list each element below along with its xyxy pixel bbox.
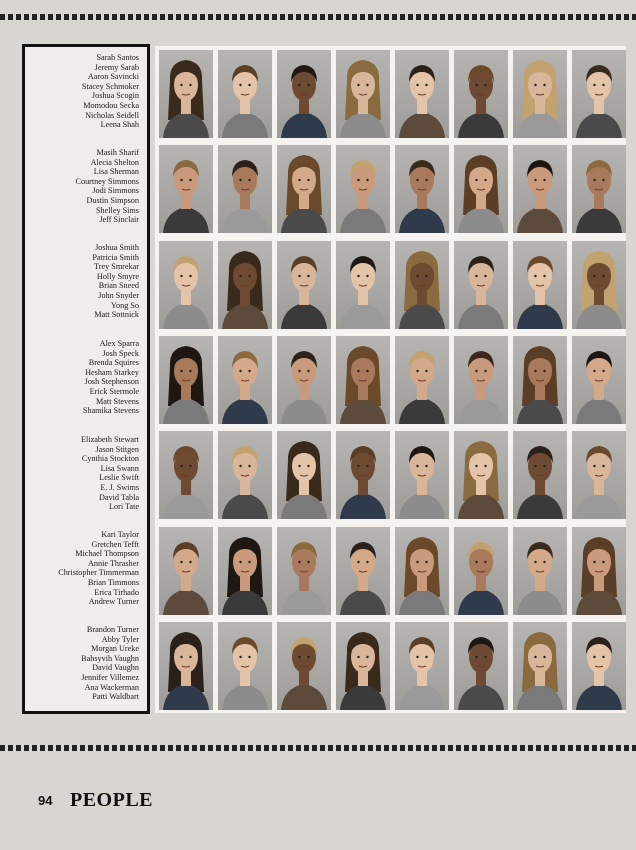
student-name: Sarah Santos <box>96 53 139 62</box>
student-portrait <box>336 241 390 329</box>
student-name: Patti Waldbart <box>92 692 139 702</box>
student-portrait <box>277 527 331 615</box>
student-name: Jeremy Sarab <box>94 62 139 72</box>
student-name: Bahsyvih Vaughn <box>81 653 139 663</box>
names-panel <box>22 44 150 714</box>
student-portrait <box>454 145 508 233</box>
student-portrait <box>395 336 449 424</box>
student-portrait <box>277 336 331 424</box>
name-group <box>81 435 139 512</box>
name-group <box>82 53 139 130</box>
student-name: Nicholas Seidell <box>85 110 139 120</box>
student-name: Yong So <box>110 300 139 310</box>
student-name: Jeff Sinclair <box>99 215 139 225</box>
student-portrait <box>336 431 390 519</box>
student-name: Masih Sharif <box>96 148 139 157</box>
student-name: Morgan Ureke <box>91 644 139 654</box>
student-portrait <box>572 622 626 710</box>
student-portrait <box>277 241 331 329</box>
student-name: David Vaughn <box>92 663 139 673</box>
student-portrait <box>159 145 213 233</box>
student-name: Christopher Timmerman <box>58 568 139 578</box>
student-portrait <box>395 145 449 233</box>
student-name: Matt Stevens <box>96 396 139 406</box>
student-name: Brian Sneed <box>98 281 139 291</box>
student-name: Erick Stermole <box>89 386 139 396</box>
student-portrait <box>395 622 449 710</box>
student-name: Lisa Sherman <box>93 167 139 177</box>
student-portrait <box>277 431 331 519</box>
top-dashed-rule <box>0 14 636 20</box>
student-portrait <box>159 431 213 519</box>
name-group <box>81 625 139 702</box>
student-portrait <box>572 527 626 615</box>
section-title: PEOPLE <box>70 789 154 811</box>
student-name: Courtney Simmons <box>75 176 139 186</box>
student-portrait <box>395 241 449 329</box>
student-name: Matt Sottnick <box>94 310 139 320</box>
student-portrait <box>336 336 390 424</box>
student-portrait <box>218 622 272 710</box>
student-name: Shamika Stevens <box>82 406 139 416</box>
student-name: Kari Taylor <box>101 530 139 539</box>
student-name: Erica Tirhado <box>94 587 139 597</box>
student-name: Josh Stephenson <box>84 377 139 387</box>
student-name: Leena Shah <box>100 120 139 130</box>
student-portrait <box>336 622 390 710</box>
student-name: Ana Wackerman <box>84 682 139 692</box>
student-portrait <box>572 145 626 233</box>
student-portrait <box>218 527 272 615</box>
student-portrait <box>454 241 508 329</box>
student-portrait <box>218 241 272 329</box>
name-group <box>92 243 139 320</box>
name-group <box>83 339 139 416</box>
student-portrait <box>218 50 272 138</box>
student-portrait <box>336 527 390 615</box>
student-portrait <box>513 527 567 615</box>
student-name: Jodi Simmons <box>92 186 139 196</box>
student-portrait <box>513 431 567 519</box>
student-name: Joshua Smith <box>95 243 139 252</box>
student-portrait <box>218 145 272 233</box>
student-portrait <box>218 336 272 424</box>
student-name: Hesham Starkey <box>85 367 139 377</box>
student-name: Lisa Swann <box>100 463 139 473</box>
student-name: E. J. Swims <box>100 482 139 492</box>
student-name: Brian Timmons <box>87 577 139 587</box>
student-portrait <box>395 50 449 138</box>
student-portrait <box>572 241 626 329</box>
student-name: Annie Thrasher <box>87 558 139 568</box>
student-portrait <box>159 336 213 424</box>
page-number: 94 <box>38 793 53 808</box>
student-portrait <box>454 622 508 710</box>
student-name: Holly Smyre <box>96 271 139 281</box>
student-name: Brenda Squires <box>88 358 139 368</box>
student-portrait <box>513 241 567 329</box>
student-name: Abby Tyler <box>101 634 139 644</box>
student-name: Alex Sparra <box>99 339 139 348</box>
student-portrait <box>513 50 567 138</box>
student-name: Dustin Simpson <box>86 195 139 205</box>
student-name: Alecia Shelton <box>90 157 139 167</box>
student-portrait <box>159 241 213 329</box>
student-portrait <box>572 336 626 424</box>
student-name: Andrew Turner <box>88 597 139 607</box>
student-name: Momodou Secka <box>83 100 139 110</box>
student-name: David Tabla <box>99 492 139 502</box>
student-portrait <box>395 527 449 615</box>
student-portrait <box>513 622 567 710</box>
student-portrait <box>277 50 331 138</box>
student-name: Aaron Savincki <box>87 72 139 82</box>
student-name: John Snyder <box>98 290 139 300</box>
name-group <box>58 530 139 607</box>
student-name: Gretchen Tefft <box>91 539 139 549</box>
name-group <box>76 148 139 225</box>
student-name: Shelley Sims <box>96 205 139 215</box>
student-portrait <box>336 145 390 233</box>
student-name: Cynthia Stockton <box>81 454 139 464</box>
student-name: Leslie Swift <box>99 473 139 483</box>
student-portrait <box>277 145 331 233</box>
student-name: Michael Thompson <box>75 549 139 559</box>
student-portrait <box>572 431 626 519</box>
student-name: Stacey Schmoker <box>81 81 139 91</box>
student-portrait <box>454 527 508 615</box>
photo-grid <box>155 46 626 713</box>
student-name: Jason Stitgen <box>95 444 139 454</box>
student-name: Patricia Smith <box>92 252 139 262</box>
student-name: Trey Smrekar <box>94 262 139 272</box>
student-name: Elizabeth Stewart <box>81 435 139 444</box>
student-portrait <box>159 50 213 138</box>
student-portrait <box>454 336 508 424</box>
student-portrait <box>513 145 567 233</box>
student-portrait <box>159 622 213 710</box>
student-portrait <box>513 336 567 424</box>
student-portrait <box>454 431 508 519</box>
student-portrait <box>336 50 390 138</box>
student-portrait <box>277 622 331 710</box>
student-portrait <box>395 431 449 519</box>
student-portrait <box>218 431 272 519</box>
student-name: Lori Tate <box>109 502 139 512</box>
student-portrait <box>454 50 508 138</box>
bottom-dashed-rule <box>0 745 636 751</box>
student-name: Brandon Turner <box>86 625 139 634</box>
student-name: Josh Speck <box>102 348 139 358</box>
student-name: Jennifer Villemez <box>81 672 139 682</box>
student-portrait <box>572 50 626 138</box>
student-name: Joshua Scogin <box>91 91 139 101</box>
student-portrait <box>159 527 213 615</box>
